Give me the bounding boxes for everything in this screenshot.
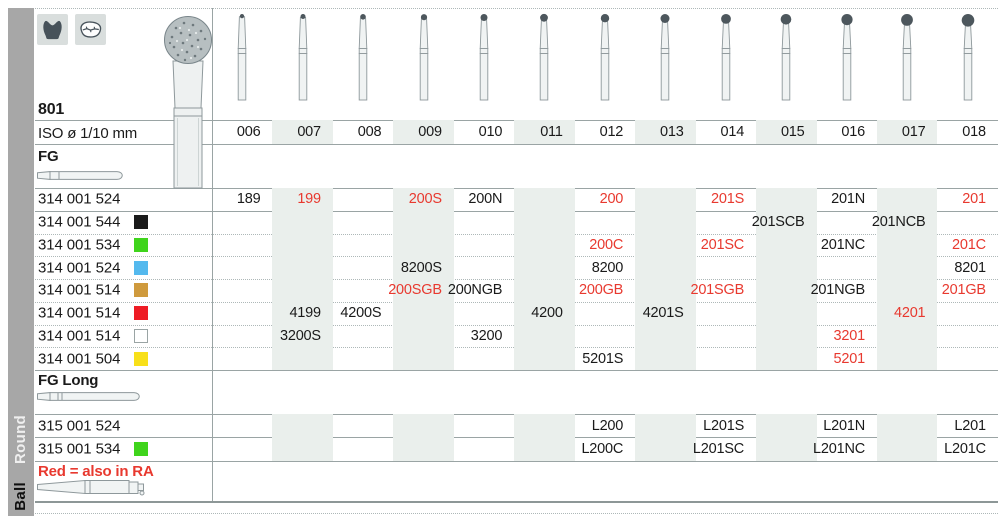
product-number: 3201 bbox=[833, 327, 865, 344]
grid-cell bbox=[272, 325, 332, 348]
grid-cell bbox=[817, 302, 877, 325]
product-number: 201NGB bbox=[810, 282, 865, 299]
size-label: 013 bbox=[660, 124, 684, 140]
main-bur-illustration bbox=[160, 14, 216, 190]
row-label-area bbox=[35, 234, 212, 257]
size-label: 014 bbox=[720, 124, 745, 140]
bur-illustration-016 bbox=[817, 12, 877, 104]
product-number: 200S bbox=[408, 191, 442, 208]
grid-cell bbox=[696, 347, 756, 370]
grid-cell bbox=[514, 325, 574, 348]
grid-cell bbox=[635, 438, 695, 462]
product-number: L201C bbox=[944, 441, 986, 458]
grid-cell bbox=[272, 188, 332, 211]
product-number: 8200S bbox=[400, 259, 442, 276]
grid-cell bbox=[696, 211, 756, 234]
product-number: 201SGB bbox=[690, 282, 745, 299]
grid-cell bbox=[212, 347, 272, 370]
grid-cell bbox=[696, 414, 756, 438]
grid-cell bbox=[751, 211, 816, 234]
grid-cell bbox=[393, 256, 453, 279]
product-number: 200SGB bbox=[388, 282, 442, 299]
size-header-017 bbox=[877, 120, 937, 144]
grid-cell bbox=[454, 347, 514, 370]
product-number: L201 bbox=[954, 417, 986, 434]
grid-cell bbox=[817, 325, 877, 348]
bur-illustration-008 bbox=[333, 12, 393, 104]
color-chip-blue bbox=[134, 261, 148, 275]
grid-cell bbox=[871, 211, 937, 234]
grid-cell bbox=[333, 279, 393, 302]
grid-cell bbox=[272, 414, 332, 438]
grid-cell bbox=[635, 414, 695, 438]
iso-diameter-label: ISO ø 1/10 mm bbox=[38, 125, 138, 142]
color-chip-green bbox=[134, 238, 148, 252]
grid-cell bbox=[272, 256, 332, 279]
sidebar-label-ball: Ball bbox=[12, 482, 29, 511]
grid-cell bbox=[333, 302, 393, 325]
grid-cell bbox=[635, 347, 695, 370]
grid-cell bbox=[454, 256, 514, 279]
grid-cell bbox=[877, 347, 937, 370]
bur-illustration-009 bbox=[393, 12, 453, 104]
table-row bbox=[35, 414, 998, 438]
occlusal-surface-icon bbox=[77, 17, 104, 42]
size-label: 017 bbox=[901, 124, 926, 140]
grid-cell bbox=[272, 211, 332, 234]
rule-lrows-bottom bbox=[35, 461, 998, 462]
grid-cell bbox=[575, 188, 635, 211]
row-label-area bbox=[35, 279, 212, 302]
size-header-009 bbox=[393, 120, 453, 144]
grid-cell bbox=[272, 302, 332, 325]
product-number: L200 bbox=[591, 417, 624, 434]
grid-cell bbox=[514, 414, 574, 438]
indication-box-2 bbox=[75, 14, 106, 45]
product-number: L200C bbox=[581, 441, 624, 458]
grid-cell bbox=[212, 211, 272, 234]
grid-cell bbox=[756, 414, 816, 438]
size-header-008 bbox=[333, 120, 393, 144]
grid-cell bbox=[393, 234, 453, 257]
bur-illustration-014 bbox=[696, 12, 756, 104]
grid-cell bbox=[333, 347, 393, 370]
grid-cell bbox=[937, 302, 997, 325]
size-label: 015 bbox=[780, 124, 805, 140]
bur-illustration-007 bbox=[272, 12, 332, 104]
product-number: 4200S bbox=[340, 305, 382, 322]
table-row bbox=[35, 256, 998, 279]
grid-cell bbox=[272, 438, 332, 462]
size-header-015 bbox=[756, 120, 816, 144]
bur-illustration-018 bbox=[937, 12, 997, 104]
grid-cell bbox=[635, 211, 695, 234]
product-number: 201 bbox=[962, 191, 986, 208]
grid-cell bbox=[212, 234, 272, 257]
fg-shank-icon bbox=[37, 167, 132, 184]
grid-cell bbox=[756, 302, 816, 325]
product-number: 3200S bbox=[279, 327, 321, 344]
category-sidebar bbox=[8, 8, 34, 516]
order-number: 315 001 524 bbox=[38, 417, 121, 435]
table-row bbox=[35, 325, 998, 348]
grid-cell bbox=[454, 211, 514, 234]
grid-cell bbox=[635, 188, 695, 211]
grid-cell bbox=[937, 325, 997, 348]
section-label-fg-long: FG Long bbox=[38, 372, 99, 389]
grid-cell bbox=[635, 234, 695, 257]
product-number: 201GB bbox=[941, 282, 986, 299]
grid-cell bbox=[575, 438, 635, 462]
size-label: 007 bbox=[297, 124, 321, 140]
grid-cell bbox=[447, 279, 514, 302]
grid-cell bbox=[333, 414, 393, 438]
bur-illustration-006 bbox=[212, 12, 272, 104]
figure-number: 801 bbox=[38, 101, 65, 118]
size-label: 011 bbox=[540, 124, 563, 140]
product-number: 201NCB bbox=[871, 214, 926, 231]
grid-cell bbox=[635, 325, 695, 348]
product-number: L201S bbox=[703, 417, 745, 434]
grid-cell bbox=[937, 256, 997, 279]
grid-cell bbox=[692, 438, 756, 462]
grid-cell bbox=[696, 325, 756, 348]
grid-cell bbox=[877, 438, 937, 462]
grid-cell bbox=[635, 256, 695, 279]
grid-cell bbox=[333, 438, 393, 462]
product-number: 5201S bbox=[582, 350, 624, 367]
grid-cell bbox=[212, 188, 272, 211]
product-number: 3200 bbox=[470, 327, 503, 344]
grid-cell bbox=[690, 279, 756, 302]
size-header-011 bbox=[514, 120, 574, 144]
grid-cell bbox=[817, 347, 877, 370]
grid-cell bbox=[575, 279, 635, 302]
grid-cell bbox=[454, 188, 514, 211]
grid-cell bbox=[937, 234, 997, 257]
grid-cell bbox=[454, 414, 514, 438]
grid-cell bbox=[756, 256, 816, 279]
size-label: 009 bbox=[418, 124, 442, 140]
size-label: 018 bbox=[962, 124, 986, 140]
product-number: 4201 bbox=[893, 305, 926, 322]
sidebar-label-round: Round bbox=[12, 415, 29, 464]
grid-cell bbox=[212, 256, 272, 279]
grid-cell bbox=[937, 211, 997, 234]
grid-cell bbox=[393, 302, 453, 325]
grid-cell bbox=[575, 347, 635, 370]
size-header-016 bbox=[817, 120, 877, 144]
size-label: 010 bbox=[478, 124, 503, 140]
grid-cell bbox=[393, 347, 453, 370]
grid-cell bbox=[812, 438, 877, 462]
product-number: 189 bbox=[236, 191, 261, 208]
row-label-area bbox=[35, 188, 212, 211]
top-dotted-border bbox=[35, 8, 998, 9]
product-number: 200NGB bbox=[447, 282, 503, 299]
bur-illustration-013 bbox=[635, 12, 695, 104]
grid-cell bbox=[393, 325, 453, 348]
grid-cell bbox=[393, 438, 453, 462]
order-number: 314 001 504 bbox=[38, 350, 121, 368]
product-number: 8200 bbox=[591, 259, 624, 276]
grid-cell bbox=[212, 438, 272, 462]
product-number: L201N bbox=[823, 417, 865, 434]
row-label-area bbox=[35, 438, 212, 462]
product-number: 200C bbox=[589, 236, 624, 253]
bur-header-row bbox=[212, 12, 998, 104]
size-header-012 bbox=[575, 120, 635, 144]
grid-cell bbox=[454, 438, 514, 462]
table-row bbox=[35, 211, 998, 234]
grid-cell bbox=[937, 438, 997, 462]
size-header-013 bbox=[635, 120, 695, 144]
order-number: 314 001 534 bbox=[38, 236, 121, 254]
grid-cell bbox=[877, 302, 937, 325]
grid-cell bbox=[575, 256, 635, 279]
color-chip-ochre bbox=[134, 283, 148, 297]
grid-cell bbox=[393, 188, 453, 211]
grid-cell bbox=[272, 347, 332, 370]
bur-illustration-010 bbox=[454, 12, 514, 104]
order-number: 315 001 534 bbox=[38, 440, 121, 458]
size-label: 006 bbox=[236, 124, 261, 140]
grid-cell bbox=[696, 302, 756, 325]
grid-cell bbox=[696, 234, 756, 257]
bottom-dotted-border bbox=[35, 513, 998, 514]
order-number: 314 001 524 bbox=[38, 190, 121, 208]
indication-box-1 bbox=[37, 14, 68, 45]
row-label-area bbox=[35, 347, 212, 370]
product-number: 4199 bbox=[289, 305, 321, 322]
grid-cell bbox=[756, 279, 816, 302]
table-row bbox=[35, 234, 998, 257]
grid-cell bbox=[937, 414, 997, 438]
size-header-row bbox=[212, 120, 998, 144]
grid-cell bbox=[454, 325, 514, 348]
row-label-area bbox=[35, 211, 212, 234]
grid-cell bbox=[635, 302, 695, 325]
grid-cell bbox=[272, 279, 332, 302]
molar-crown-icon bbox=[40, 17, 65, 42]
grid-cell bbox=[817, 256, 877, 279]
grid-cell bbox=[877, 188, 937, 211]
grid-cell bbox=[333, 325, 393, 348]
order-number: 314 001 514 bbox=[38, 281, 121, 299]
size-label: 008 bbox=[357, 124, 382, 140]
product-number: L201SC bbox=[692, 441, 745, 458]
table-row bbox=[35, 279, 998, 302]
size-header-014 bbox=[696, 120, 756, 144]
ra-shank-icon bbox=[37, 477, 152, 499]
grid-cell bbox=[937, 347, 997, 370]
order-number: 314 001 544 bbox=[38, 213, 121, 231]
grid-cell bbox=[575, 234, 635, 257]
grid-cell bbox=[877, 414, 937, 438]
grid-cell bbox=[388, 279, 453, 302]
color-chip-white bbox=[134, 329, 148, 343]
grid-cell bbox=[635, 279, 695, 302]
rule-fgdata-bottom bbox=[35, 370, 998, 371]
grid-cell bbox=[212, 414, 272, 438]
grid-cell bbox=[696, 188, 756, 211]
grid-cell bbox=[514, 256, 574, 279]
color-chip-black bbox=[134, 215, 148, 229]
row-label-area bbox=[35, 256, 212, 279]
product-number: 201C bbox=[952, 236, 986, 253]
grid-cell bbox=[756, 234, 816, 257]
color-chip-green bbox=[134, 442, 148, 456]
product-number: 4200 bbox=[531, 305, 563, 322]
product-number: 5201 bbox=[833, 350, 865, 367]
grid-cell bbox=[393, 211, 453, 234]
product-number: 201NC bbox=[820, 236, 865, 253]
row-label-area bbox=[35, 302, 212, 325]
table-row bbox=[35, 438, 998, 462]
grid-cell bbox=[877, 325, 937, 348]
grid-cell bbox=[877, 256, 937, 279]
grid-cell bbox=[212, 302, 272, 325]
product-number: 8201 bbox=[954, 259, 986, 276]
grid-cell bbox=[756, 325, 816, 348]
grid-cell bbox=[696, 256, 756, 279]
grid-cell bbox=[817, 414, 877, 438]
product-number: 199 bbox=[297, 191, 321, 208]
rule-table-bottom bbox=[35, 501, 998, 503]
grid-cell bbox=[514, 438, 574, 462]
red-note: Red = also in RA bbox=[38, 463, 154, 480]
grid-cell bbox=[877, 234, 937, 257]
bur-illustration-011 bbox=[514, 12, 574, 104]
order-number: 314 001 514 bbox=[38, 304, 121, 322]
section-label-fg: FG bbox=[38, 148, 59, 165]
grid-cell bbox=[756, 347, 816, 370]
grid-cell bbox=[393, 414, 453, 438]
grid-cell bbox=[514, 234, 574, 257]
order-number: 314 001 514 bbox=[38, 327, 121, 345]
grid-cell bbox=[817, 211, 877, 234]
table-row bbox=[35, 302, 998, 325]
row-label-area bbox=[35, 325, 212, 348]
grid-cell bbox=[212, 279, 272, 302]
product-number: 201SCB bbox=[751, 214, 805, 231]
size-header-010 bbox=[454, 120, 514, 144]
grid-cell bbox=[333, 256, 393, 279]
grid-cell bbox=[575, 325, 635, 348]
product-number: L201NC bbox=[812, 441, 865, 458]
grid-cell bbox=[817, 188, 877, 211]
row-label-area bbox=[35, 414, 212, 438]
grid-cell bbox=[514, 347, 574, 370]
grid-cell bbox=[810, 279, 877, 302]
grid-cell bbox=[756, 188, 816, 211]
product-number: 200GB bbox=[579, 282, 624, 299]
table-row bbox=[35, 188, 998, 211]
order-number: 314 001 524 bbox=[38, 259, 121, 277]
size-header-006 bbox=[212, 120, 272, 144]
grid-cell bbox=[514, 279, 574, 302]
bur-illustration-012 bbox=[575, 12, 635, 104]
product-number: 4201S bbox=[642, 305, 684, 322]
grid-cell bbox=[272, 234, 332, 257]
bur-illustration-015 bbox=[756, 12, 816, 104]
bur-illustration-017 bbox=[877, 12, 937, 104]
grid-cell bbox=[454, 234, 514, 257]
grid-cell bbox=[937, 279, 997, 302]
grid-cell bbox=[575, 211, 635, 234]
size-label: 012 bbox=[599, 124, 624, 140]
grid-cell bbox=[333, 188, 393, 211]
size-header-018 bbox=[937, 120, 997, 144]
product-number: 200 bbox=[599, 191, 624, 208]
grid-cell bbox=[333, 234, 393, 257]
grid-cell bbox=[514, 302, 574, 325]
color-chip-yellow bbox=[134, 352, 148, 366]
grid-cell bbox=[877, 279, 937, 302]
product-number: 200N bbox=[468, 191, 503, 208]
grid-cell bbox=[514, 188, 574, 211]
grid-cell bbox=[575, 414, 635, 438]
product-number: 201N bbox=[831, 191, 865, 208]
color-chip-red bbox=[134, 306, 148, 320]
grid-cell bbox=[575, 302, 635, 325]
grid-cell bbox=[212, 325, 272, 348]
size-label: 016 bbox=[841, 124, 865, 140]
grid-cell bbox=[514, 211, 574, 234]
grid-cell bbox=[937, 188, 997, 211]
size-header-007 bbox=[272, 120, 332, 144]
grid-cell bbox=[333, 211, 393, 234]
product-number: 201SC bbox=[700, 236, 745, 253]
table-row bbox=[35, 347, 998, 370]
grid-cell bbox=[817, 234, 877, 257]
fg-long-shank-icon bbox=[37, 388, 149, 405]
grid-cell bbox=[756, 438, 816, 462]
product-number: 201S bbox=[711, 191, 745, 208]
grid-cell bbox=[454, 302, 514, 325]
